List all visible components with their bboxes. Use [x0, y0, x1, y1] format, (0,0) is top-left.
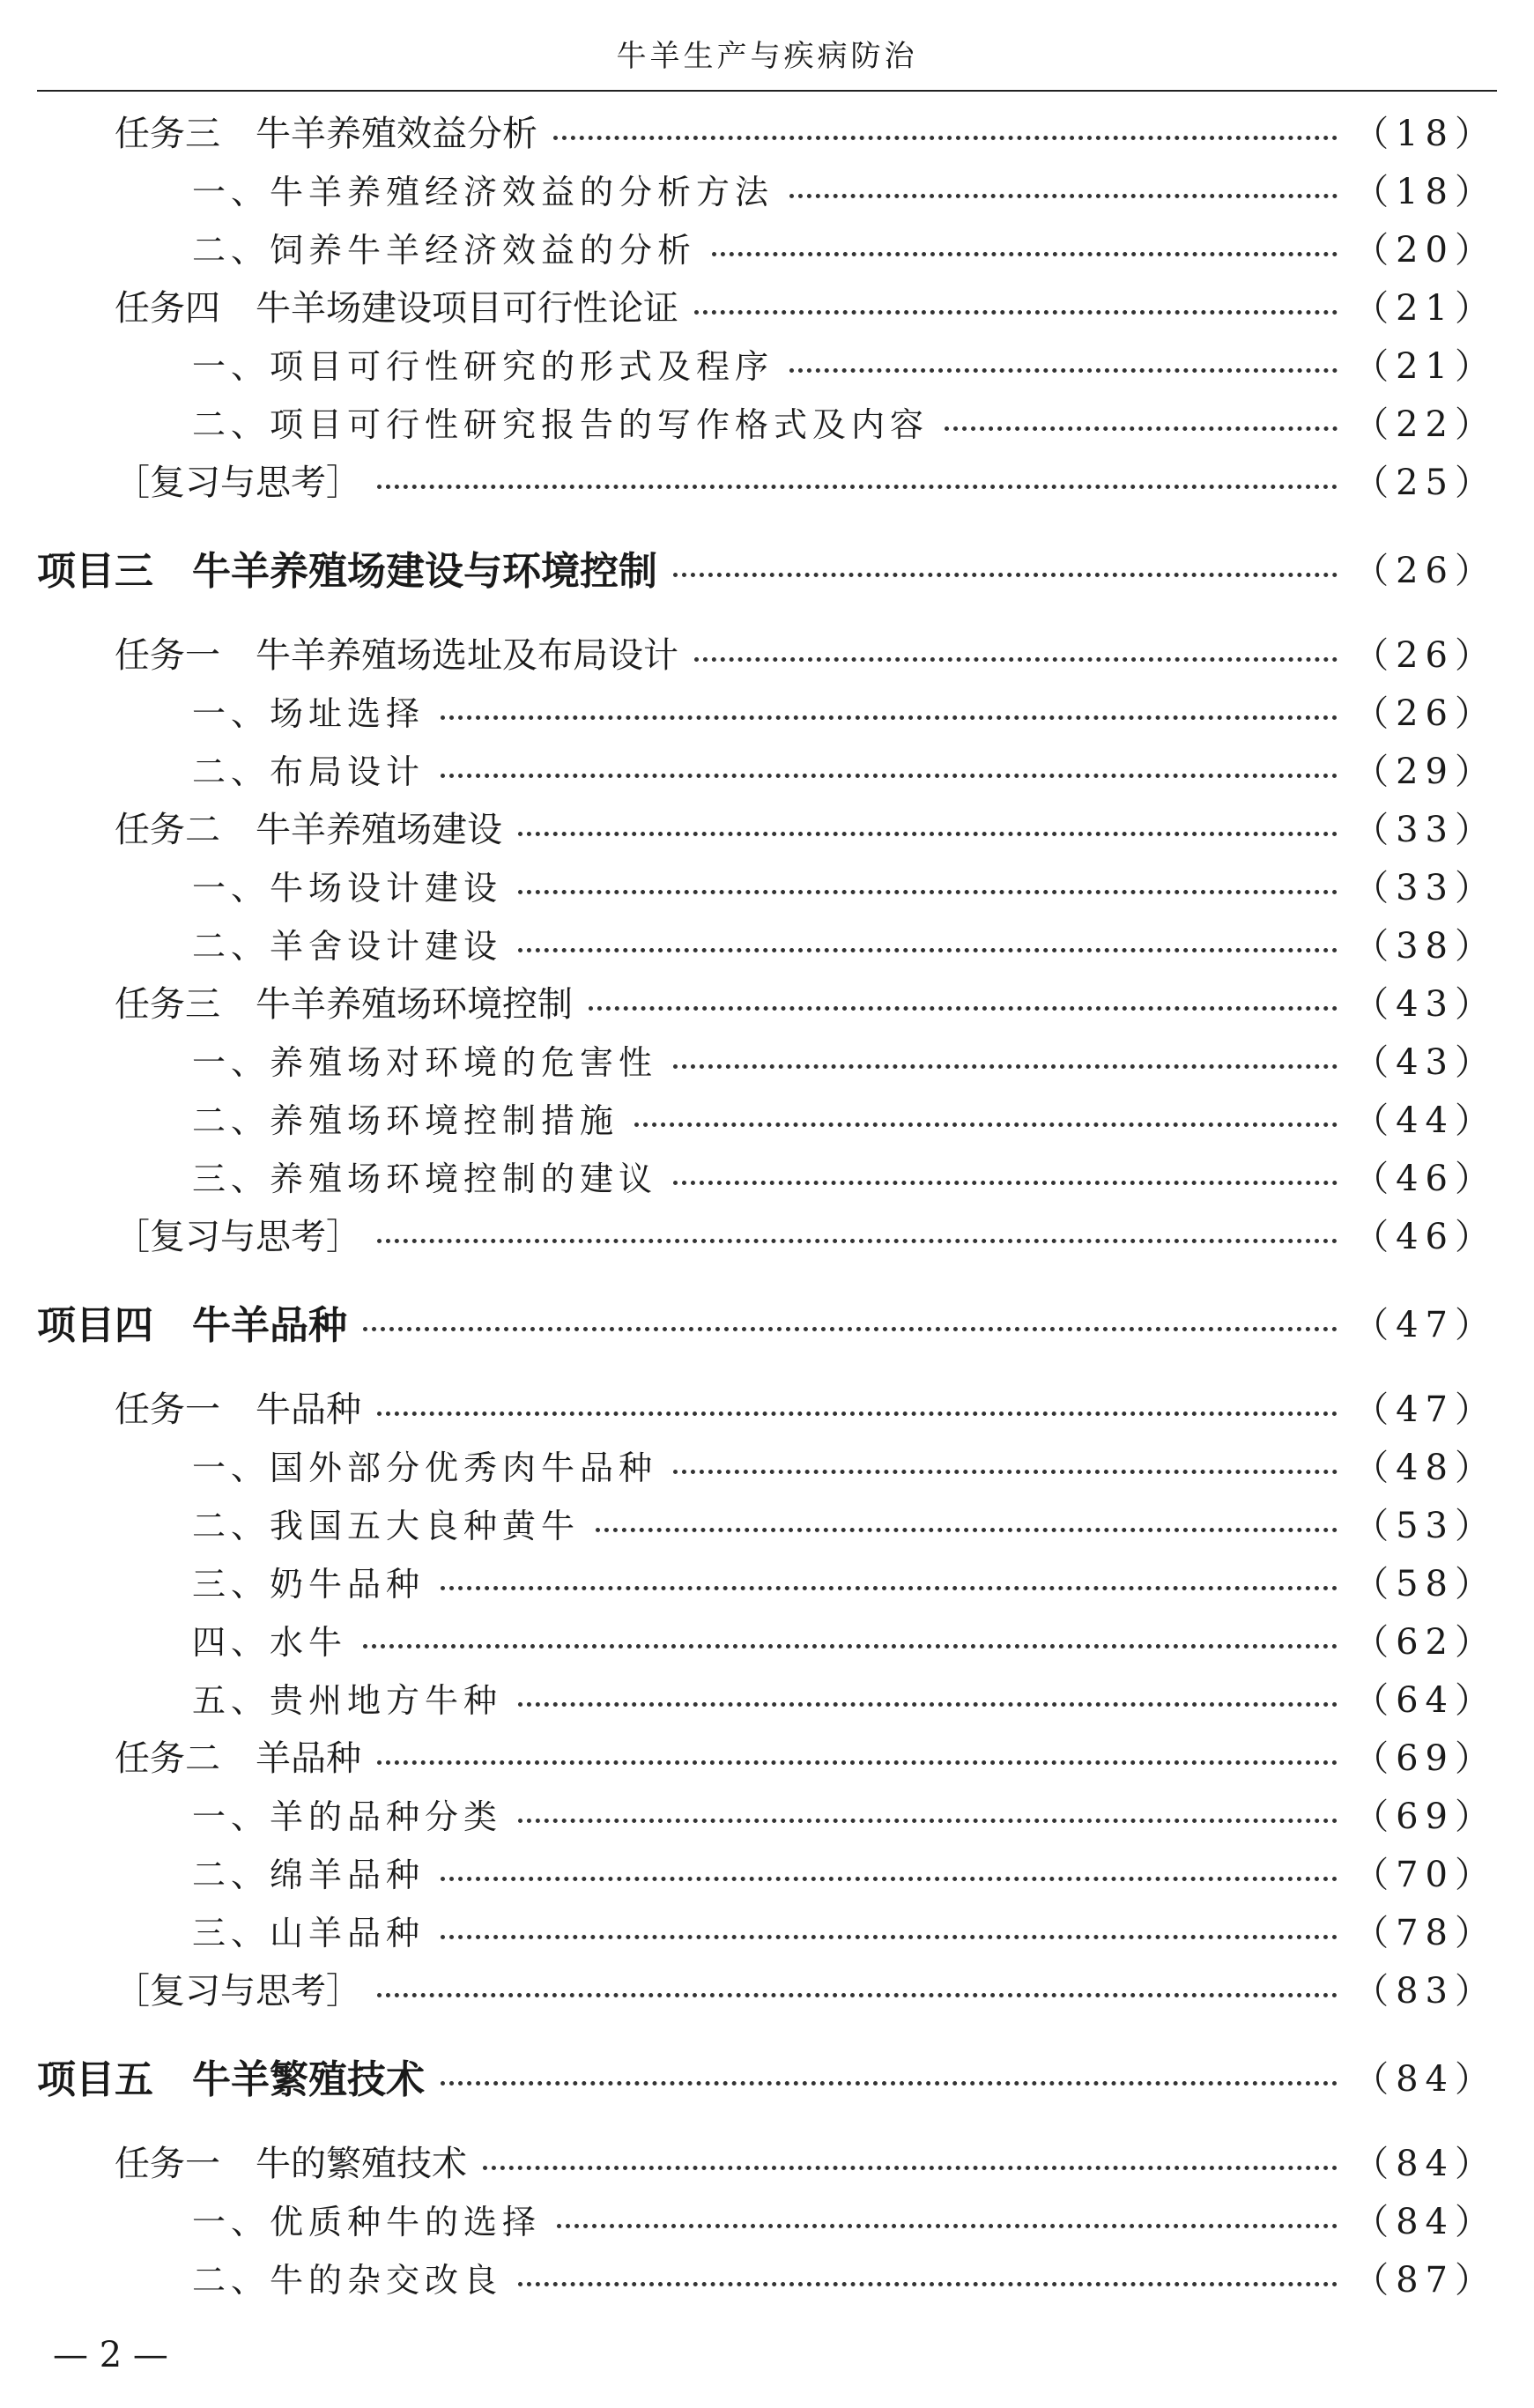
- toc-entry-page: （84）: [1353, 2201, 1497, 2242]
- toc-entry-title: 任务一 牛的繁殖技术: [115, 2143, 467, 2184]
- toc-entry-task: [115, 106, 1497, 155]
- toc-entry-item: [192, 860, 1497, 909]
- dot-leader: [518, 890, 1338, 894]
- dot-leader: [363, 1644, 1338, 1649]
- toc-entry-title: 二、养殖场环境控制措施: [192, 1100, 619, 1140]
- toc-entry-item: [192, 396, 1497, 446]
- toc-entry-title: 二、我国五大良种黄牛: [192, 1506, 581, 1545]
- toc-entry-page: （78）: [1353, 1912, 1497, 1953]
- dot-leader: [377, 1239, 1338, 1243]
- toc-entry-item: [192, 164, 1497, 213]
- toc-entry-page: （20）: [1353, 229, 1497, 270]
- toc-entry-page: （26）: [1353, 634, 1497, 676]
- page-number: — 2 —: [53, 2335, 168, 2375]
- toc-entry-page: （64）: [1353, 1679, 1497, 1721]
- toc-entry-title: 一、牛羊养殖经济效益的分析方法: [192, 172, 774, 211]
- dot-leader: [518, 832, 1338, 836]
- toc-entry-task: [115, 1382, 1497, 1431]
- toc-entry-page: （43）: [1353, 983, 1497, 1025]
- dot-leader: [789, 368, 1338, 373]
- toc-entry-item: [192, 918, 1497, 967]
- toc-entry-title: 任务一 牛羊养殖场选址及布局设计: [115, 634, 678, 676]
- dot-leader: [518, 948, 1338, 952]
- running-header: 牛羊生产与疾病防治: [616, 39, 918, 74]
- toc-entry-page: （18）: [1353, 113, 1497, 154]
- toc-entry-title: 一、国外部分优秀肉牛品种: [192, 1448, 658, 1487]
- toc-entry-title: 一、场址选择: [192, 693, 426, 733]
- toc-entry-page: （18）: [1353, 171, 1497, 212]
- toc-entry-page: （48）: [1353, 1447, 1497, 1488]
- toc-entry-item: [192, 744, 1497, 793]
- toc-entry-item: [192, 1034, 1497, 1084]
- toc-entry-page: （26）: [1353, 693, 1497, 734]
- toc-entry-item: [192, 1847, 1497, 1896]
- toc-entry-item: [192, 1789, 1497, 1838]
- toc-entry-task: [115, 976, 1497, 1026]
- dot-leader: [694, 310, 1338, 315]
- toc-entry-title: 二、饲养牛羊经济效益的分析: [192, 230, 697, 270]
- toc-entry-title: 项目三 牛羊养殖场建设与环境控制: [37, 549, 657, 594]
- toc-entry-page: （62）: [1353, 1621, 1497, 1663]
- toc-entry-review: [115, 1209, 1497, 1258]
- dot-leader: [377, 1993, 1338, 1997]
- toc-entry-page: （33）: [1353, 809, 1497, 850]
- toc-entry-page: （29）: [1353, 751, 1497, 792]
- toc-entry-page: （21）: [1353, 345, 1497, 387]
- toc-entry-title: 任务一 牛品种: [115, 1389, 361, 1430]
- toc-entry-page: （58）: [1353, 1563, 1497, 1604]
- dot-leader: [945, 426, 1338, 431]
- toc-entry-title: 一、优质种牛的选择: [192, 2202, 542, 2241]
- toc-entry-title: 三、山羊品种: [192, 1913, 426, 1952]
- dot-leader: [673, 1181, 1338, 1185]
- toc-entry-project: [37, 543, 1497, 592]
- toc-entry-title: 任务二 牛羊养殖场建设: [115, 809, 502, 850]
- toc-entry-item: [192, 1498, 1497, 1547]
- toc-entry-item: [192, 1440, 1497, 1489]
- toc-entry-item: [192, 1614, 1497, 1663]
- toc-entry-page: （25）: [1353, 462, 1497, 503]
- toc-entry-title: 二、项目可行性研究报告的写作格式及内容: [192, 404, 930, 444]
- dot-leader: [441, 1935, 1338, 1939]
- toc-entry-title: 任务二 羊品种: [115, 1737, 361, 1779]
- dot-leader: [518, 2282, 1338, 2286]
- toc-entry-title: 任务四 牛羊场建设项目可行性论证: [115, 287, 678, 329]
- dot-leader: [441, 1877, 1338, 1881]
- toc-entry-task: [115, 280, 1497, 330]
- toc-entry-title: 二、布局设计: [192, 752, 426, 791]
- toc-entry-page: （70）: [1353, 1854, 1497, 1895]
- toc-entry-item: [192, 2252, 1497, 2301]
- toc-entry-title: 一、项目可行性研究的形式及程序: [192, 346, 774, 386]
- toc-entry-review: [115, 1963, 1497, 2012]
- dot-leader: [673, 573, 1338, 577]
- toc-entry-title: 二、牛的杂交改良: [192, 2260, 503, 2300]
- dot-leader: [596, 1528, 1338, 1532]
- toc-entry-title: 三、奶牛品种: [192, 1564, 426, 1604]
- toc-entry-item: [192, 1905, 1497, 1954]
- toc-entry-page: （21）: [1353, 287, 1497, 329]
- dot-leader: [441, 774, 1338, 778]
- toc-entry-title: 二、羊舍设计建设: [192, 926, 503, 966]
- toc-entry-page: （69）: [1353, 1737, 1497, 1779]
- toc-entry-title: ［复习与思考］: [115, 462, 361, 503]
- toc-entry-task: [115, 1730, 1497, 1780]
- dot-leader: [673, 1064, 1338, 1069]
- toc-entry-page: （84）: [1353, 2143, 1497, 2184]
- dot-leader: [694, 657, 1338, 662]
- toc-entry-title: 一、羊的品种分类: [192, 1797, 503, 1836]
- dot-leader: [673, 1470, 1338, 1474]
- dot-leader: [441, 2081, 1338, 2086]
- toc-entry-item: [192, 338, 1497, 388]
- toc-entry-item: [192, 1556, 1497, 1605]
- toc-entry-item: [192, 222, 1497, 271]
- dot-leader: [377, 1411, 1338, 1416]
- dot-leader: [553, 136, 1338, 140]
- toc-entry-item: [192, 2194, 1497, 2243]
- toc-entry-title: 二、绵羊品种: [192, 1855, 426, 1894]
- toc-entry-page: （83）: [1353, 1970, 1497, 2012]
- dot-leader: [441, 1586, 1338, 1590]
- toc-entry-page: （84）: [1353, 2058, 1497, 2100]
- dot-leader: [589, 1006, 1338, 1011]
- dot-leader: [789, 194, 1338, 198]
- toc-entry-item: [192, 1093, 1497, 1142]
- toc-entry-review: [115, 455, 1497, 504]
- dot-leader: [712, 252, 1338, 256]
- dot-leader: [377, 485, 1338, 489]
- dot-leader: [363, 1327, 1338, 1331]
- toc-entry-page: （69）: [1353, 1796, 1497, 1837]
- toc-entry-title: 任务三 牛羊养殖场环境控制: [115, 983, 573, 1025]
- toc-entry-task: [115, 802, 1497, 851]
- dot-leader: [518, 1702, 1338, 1707]
- toc-entry-page: （43）: [1353, 1041, 1497, 1083]
- toc-entry-task: [115, 627, 1497, 677]
- dot-leader: [483, 2166, 1338, 2170]
- toc-entry-page: （26）: [1353, 550, 1497, 591]
- toc-entry-page: （87）: [1353, 2259, 1497, 2301]
- toc-entry-title: 三、养殖场环境控制的建议: [192, 1159, 658, 1198]
- dot-leader: [557, 2224, 1338, 2228]
- toc-entry-title: 一、牛场设计建设: [192, 868, 503, 908]
- toc-entry-item: [192, 685, 1497, 735]
- dot-leader: [518, 1819, 1338, 1823]
- dot-leader: [634, 1122, 1338, 1127]
- toc-entry-title: 五、贵州地方牛种: [192, 1680, 503, 1720]
- toc-entry-task: [115, 2136, 1497, 2185]
- toc-entry-page: （33）: [1353, 867, 1497, 908]
- toc-entry-page: （53）: [1353, 1505, 1497, 1546]
- toc-entry-page: （46）: [1353, 1158, 1497, 1199]
- toc-entry-title: 项目四 牛羊品种: [37, 1303, 347, 1348]
- toc-entry-title: 四、水牛: [192, 1622, 348, 1662]
- toc-entry-page: （22）: [1353, 404, 1497, 445]
- toc-entry-title: ［复习与思考］: [115, 1216, 361, 1257]
- toc-entry-title: 项目五 牛羊繁殖技术: [37, 2057, 425, 2102]
- toc-entry-title: ［复习与思考］: [115, 1970, 361, 2012]
- toc-entry-title: 一、养殖场对环境的危害性: [192, 1042, 658, 1082]
- dot-leader: [441, 715, 1338, 720]
- toc-entry-page: （44）: [1353, 1100, 1497, 1141]
- toc-entry-page: （47）: [1353, 1389, 1497, 1430]
- toc-entry-page: （47）: [1353, 1304, 1497, 1345]
- toc-entry-page: （46）: [1353, 1216, 1497, 1257]
- toc-entry-title: 任务三 牛羊养殖效益分析: [115, 113, 537, 154]
- toc-entry-item: [192, 1672, 1497, 1722]
- toc-entry-project: [37, 2051, 1497, 2101]
- toc-entry-item: [192, 1151, 1497, 1200]
- toc-entry-project: [37, 1297, 1497, 1346]
- toc-entry-page: （38）: [1353, 925, 1497, 967]
- dot-leader: [377, 1760, 1338, 1765]
